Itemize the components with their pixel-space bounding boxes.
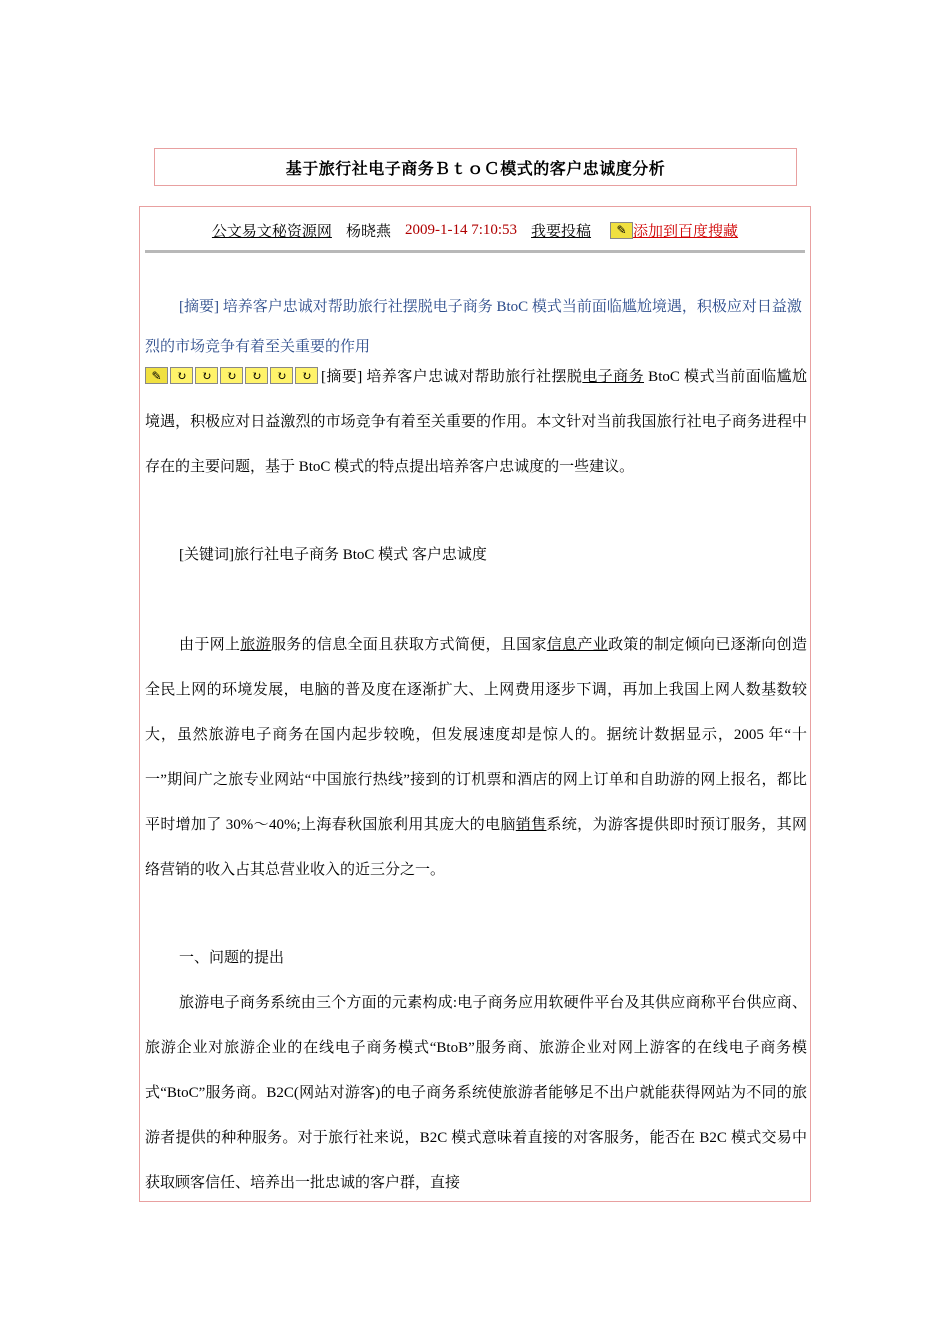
body-paragraph-1 [145, 623, 807, 893]
abstract-paragraph [145, 355, 807, 490]
abstract-text-2: BtoC 模式当前面临尴尬境遇，积极应对日益激烈的市场竞争有着至关重要的作用。本文针对当前我国旅行社电子商务进程中存在的主要问题，基于 BtoC 模式的特点提出培养客户忠诚度的一些建议。 [145, 369, 807, 475]
share-icon[interactable]: ↻ [270, 367, 293, 384]
pencil-icon[interactable]: ✎ [145, 367, 168, 384]
publish-date: 2009-1-14 7:10:53 [404, 221, 518, 238]
page-title: 基于旅行社电子商务ＢｔｏＣ模式的客户忠诚度分析 [285, 160, 666, 178]
submit-link[interactable]: 我要投稿 [531, 223, 592, 240]
keywords: [关键词]旅行社电子商务 BtoC 模式 客户忠诚度 [179, 547, 487, 563]
section-heading: 一、问题的提出 [179, 950, 285, 966]
baidu-bookmark-icon[interactable]: ✎ [610, 222, 633, 239]
body-text: 系统，为游客提供即时预订服务，其网络营销的收入占其总营业收入的近三分之一。 [145, 817, 807, 878]
share-icon[interactable]: ↻ [170, 367, 193, 384]
body-text: 政策的制定倾向已逐渐向创造全民上网的环境发展，电脑的普及度在逐渐扩大、上网费用逐步下调，再加上我国上网人数基数较大，虽然旅游电子商务在国内起步较晚，但发展速度却是惊人的。据统计数据显示，2005 年“十一”期间广之旅专业网站“中国旅行热线”接到的订机票和酒店的网上订单和自助游的网上报名，都比平时增加了 30%～40%;上海春秋国旅利用其庞大的电脑 [145, 637, 807, 833]
divider [145, 250, 805, 253]
title-box [154, 148, 797, 186]
share-icon[interactable]: ↻ [220, 367, 243, 384]
baidu-bookmark-link[interactable]: 添加到百度搜藏 [633, 223, 739, 240]
source-link[interactable]: 公文易文秘资源网 [211, 223, 332, 240]
article-box [139, 206, 811, 1202]
author: 杨晓燕 [345, 223, 391, 240]
link-tourism[interactable]: 旅游 [240, 637, 271, 653]
body-text: 由于网上 [179, 637, 241, 653]
body-paragraph-2: 旅游电子商务系统由三个方面的元素构成:电子商务应用软硬件平台及其供应商称平台供应商、旅游企业对旅游企业的在线电子商务模式“BtoB”服务商、旅游企业对网上游客的在线电子商务模式“BtoC”服务商。B2C(网站对游客)的电子商务系统使旅游者能够足不出户就能获得网站为不同的旅游者提供的种种服务。对于旅行社来说，B2C 模式意味着直接的对客服务，能否在 B2C 模式交易中获取顾客信任、培养出一批忠诚的客户群，直接 [145, 995, 807, 1191]
article-meta [140, 219, 810, 241]
body-text: 服务的信息全面且获取方式简便，且国家 [270, 637, 547, 653]
share-icon[interactable]: ↻ [295, 367, 318, 384]
link-info-industry[interactable]: 信息产业 [546, 637, 609, 653]
abstract-text: [摘要] 培养客户忠诚对帮助旅行社摆脱 [321, 369, 583, 385]
abstract-summary: [摘要] 培养客户忠诚对帮助旅行社摆脱电子商务 BtoC 模式当前面临尴尬境遇，积极应对日益激烈的市场竞争有着至关重要的作用 [145, 299, 802, 355]
share-icon[interactable]: ↻ [245, 367, 268, 384]
share-icon[interactable]: ↻ [195, 367, 218, 384]
link-sales[interactable]: 销售 [515, 817, 547, 833]
link-ecommerce[interactable]: 电子商务 [582, 369, 645, 385]
